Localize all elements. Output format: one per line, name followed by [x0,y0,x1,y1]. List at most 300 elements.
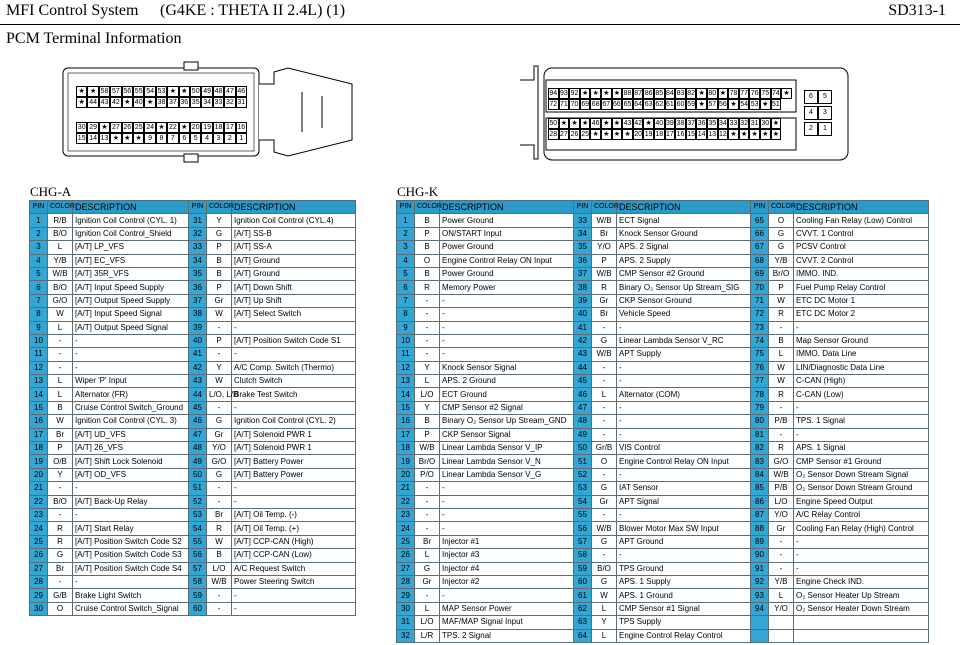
wire-color: L [48,388,73,401]
wire-color: - [592,321,617,334]
wire-color: Y/O [592,241,617,254]
table-row [30,535,356,548]
wire-color: Y [415,401,440,414]
pin-number: 29 [397,589,415,602]
table-row [30,375,356,388]
pin-header: PIN [751,201,769,214]
table-row [397,629,929,642]
wire-color: P [207,281,232,294]
wire-color: W/B [592,267,617,280]
wire-color: - [415,294,440,307]
pin-number: 20 [397,468,415,481]
pin-number: 60 [574,575,592,588]
connector-pin: ★ [133,133,144,144]
connector-pin: 84 [665,90,674,97]
pin-description: [A/T] Input Speed Signal [73,308,189,321]
pin-description: ECT Ground [440,388,574,401]
connector-pin: 82 [687,90,695,97]
chg-k-title: CHG-K [397,184,439,199]
pin-description: Binary O₂ Sensor Up Stream_GND [440,415,574,428]
pin-number: 39 [574,294,592,307]
wire-color: W [48,415,73,428]
pin-description: MAP Sensor Power [440,602,574,615]
chg-a-table [29,200,356,616]
pin-number: 9 [30,321,48,334]
pin-number: 36 [189,281,207,294]
connector-pin: 35 [191,99,200,106]
pin-number: 47 [574,401,592,414]
wire-color: G [207,415,232,428]
table-row [30,589,356,602]
wire-color: - [415,482,440,495]
connector-pin: 4 [201,133,212,144]
pin-description: - [794,535,929,548]
table-row [30,415,356,428]
pin-number: 33 [189,241,207,254]
connector-pin: 49 [203,88,211,95]
connector-pin: 53 [157,88,166,95]
table-row [30,428,356,441]
pin-number: 83 [751,455,769,468]
table-row [30,495,356,508]
pin-number: 42 [574,334,592,347]
wire-color: Y/B [769,254,794,267]
wire-color: G [207,468,232,481]
pin-description: [A/T] Position Switch Code S3 [73,549,189,562]
table-row [30,214,356,227]
wire-color: R [48,522,73,535]
table-row [397,227,929,240]
connector-pin: 46 [237,88,246,95]
wire-color: P [207,241,232,254]
pin-description: [A/T] 35R_VFS [73,267,189,280]
connector-pin: 37 [687,120,695,127]
connector-pin: 38 [676,120,685,127]
pin-description: Binary O₂ Sensor Up Stream_SIG [617,281,751,294]
table-row [397,589,929,602]
connector-pin: 1 [818,122,832,136]
connector-pin: ★ [76,97,87,108]
pin-description: [A/T] Position Switch Code S2 [73,535,189,548]
connector-pin: 50 [191,88,200,95]
wire-color: Y/O [207,442,232,455]
connector-pin: 47 [225,88,234,95]
pin-number: 77 [751,375,769,388]
connector-pin: 55 [134,88,143,95]
table-row [30,361,356,374]
pin-description: Ignition Coil Control_Shield [73,227,189,240]
pin-number: 86 [751,495,769,508]
connector-pin: ★ [728,129,739,140]
pin-description: [A/T] Position Switch Code S1 [232,334,356,347]
pin-number: 46 [189,415,207,428]
wire-color: - [207,495,232,508]
connector-pin: 63 [644,101,653,108]
connector-pin: 85 [655,90,664,97]
connector-pin: ★ [760,99,771,110]
pin-description: Cooling Fan Relay (High) Control [794,522,929,535]
pin-description: - [794,549,929,562]
pin-description: Brake Light Switch [73,589,189,602]
pin-description: - [617,508,751,521]
pin-number: 72 [751,308,769,321]
wire-color: B [415,241,440,254]
wire-color: W [769,361,794,374]
pin-description: CKP Sensor Signal [440,428,574,441]
wire-color: B [415,267,440,280]
wire-color: G/O [769,455,794,468]
wire-color: - [592,428,617,441]
connector-pin: 19 [203,124,211,131]
wire-color: - [592,361,617,374]
pin-description: Linear Lambda Sensor V_G [440,468,574,481]
wire-color: Gr [592,495,617,508]
wire-color: G/O [48,294,73,307]
connector-pin: 4 [804,106,818,120]
pin-number: 42 [189,361,207,374]
wire-color: W/B [592,348,617,361]
pin-description: Alternator (FR) [73,388,189,401]
pin-description: - [617,361,751,374]
pin-number: 36 [574,254,592,267]
pin-description: [A/T] Input Speed Supply [73,281,189,294]
empty-cell [751,629,769,642]
pin-number: 88 [751,522,769,535]
pin-number: 84 [751,468,769,481]
wire-color: O [592,455,617,468]
connector-pin: ★ [612,118,623,129]
pin-number: 32 [397,629,415,642]
wire-color: W/B [207,575,232,588]
pin-description: Blower Motor Max SW Input [617,522,751,535]
pin-description: [A/T] UD_VFS [73,428,189,441]
connector-pin: 22 [168,124,177,131]
pin-number: 35 [574,241,592,254]
wire-color: B [207,254,232,267]
connector-pin: 93 [559,90,568,97]
description-header: DESCRIPTION [440,201,574,214]
connector-pin: 69 [581,101,589,108]
connector-pin: 3 [213,133,224,144]
pin-number: 13 [397,375,415,388]
pin-description: [A/T] LP_VFS [73,241,189,254]
table-row [30,227,356,240]
wire-color: - [769,401,794,414]
pin-number: 20 [30,468,48,481]
connector-pin: 32 [740,120,748,127]
pin-description: Linear Lambda Sensor V_IP [440,442,574,455]
pin-number: 10 [397,334,415,347]
table-row [30,549,356,562]
pin-description: Clutch Switch [232,375,356,388]
connector-pin: ★ [179,86,190,97]
connector-pin: 26 [123,124,132,131]
pin-description: A/C Request Switch [232,562,356,575]
pin-description: TPS Supply [617,616,751,629]
pin-number: 15 [30,401,48,414]
pin-number: 11 [397,348,415,361]
pin-number: 39 [189,321,207,334]
connector-pin: 86 [644,90,653,97]
pin-description: [A/T] Oil Temp. (+) [232,522,356,535]
pin-description: - [232,602,356,615]
wire-color: - [415,321,440,334]
pin-description: [A/T] SS-B [232,227,356,240]
pin-description: CMP Sensor #2 Signal [440,401,574,414]
pin-description: Knock Sensor Ground [617,227,751,240]
pin-number: 34 [574,227,592,240]
connector-pin: ★ [601,118,612,129]
pin-number: 55 [189,535,207,548]
pin-number: 58 [574,549,592,562]
pin-description: APT Signal [617,495,751,508]
table-row [397,442,929,455]
table-row [397,388,929,401]
connector-pin: ★ [580,118,591,129]
chg-k-header-row [397,201,929,214]
pin-description: - [617,401,751,414]
connector-pin: ★ [612,129,623,140]
pin-description: - [440,321,574,334]
table-row [397,602,929,615]
pin-description: [A/T] Solenoid PWR 1 [232,442,356,455]
pin-description: IAT Sensor [617,482,751,495]
pin-description: - [232,495,356,508]
pin-description: Power Steering Switch [232,575,356,588]
system-title: MFI Control System [6,2,139,19]
pin-number: 22 [397,495,415,508]
pin-number: 62 [574,602,592,615]
pin-description: Alternator (COM) [617,388,751,401]
pin-number: 54 [189,522,207,535]
pin-number: 17 [30,428,48,441]
pin-description: CKP Sensor Ground [617,294,751,307]
wire-color: W [207,308,232,321]
pin-description: [A/T] Up Shift [232,294,356,307]
wire-color: W [207,375,232,388]
connector-pin: 34 [718,120,727,127]
pin-description: APS. 2 Supply [617,254,751,267]
connector-pin: 1 [236,133,247,144]
connector-pin: 42 [634,120,642,127]
pin-number: 25 [397,535,415,548]
pin-description: Engine Speed Output [794,495,929,508]
wire-color: - [48,334,73,347]
pin-description: [A/T] Ground [232,254,356,267]
connector-pin: ★ [156,122,167,133]
pin-number: 21 [30,482,48,495]
wire-color: R [48,535,73,548]
wire-color: P [769,281,794,294]
pin-description: CVVT. 2 Control [794,254,929,267]
connector-pin: 59 [687,101,695,108]
wire-color: L [592,602,617,615]
pin-number: 57 [189,562,207,575]
connector-pin: 71 [559,101,568,108]
connector-pin: 50 [549,120,558,127]
connector-pin: 38 [157,99,166,106]
wire-color: G [769,241,794,254]
pin-number: 59 [574,562,592,575]
pin-number: 19 [30,455,48,468]
pin-description: Cruise Control Switch_Signal [73,602,189,615]
pin-number: 74 [751,334,769,347]
connector-pin: 33 [729,120,738,127]
pin-description: - [794,562,929,575]
connector-pin: 18 [655,131,664,138]
pin-description: TPS. 1 Signal [794,415,929,428]
pin-description: APS. 1 Signal [794,442,929,455]
connector-pin: 77 [740,90,748,97]
connector-pin: 44 [89,99,97,106]
connector-pin: ★ [110,133,121,144]
wire-color: W/B [415,442,440,455]
pin-description: - [617,415,751,428]
table-row [397,267,929,280]
connector-pin: 51 [771,101,780,108]
table-row [30,562,356,575]
pin-description: ON/START Input [440,227,574,240]
table-row [397,308,929,321]
pin-description: - [440,508,574,521]
pin-number: 16 [30,415,48,428]
pin-description: ETC DC Motor 1 [794,294,929,307]
pin-number: 11 [30,348,48,361]
pin-number: 4 [397,254,415,267]
wire-color: Br [48,428,73,441]
pin-description: Engine Control Relay ON Input [440,254,574,267]
pin-number: 3 [397,241,415,254]
connector-pin: 58 [100,88,109,95]
connector-pin: 9 [144,133,155,144]
connector-pin: 25 [134,124,143,131]
pin-description: O₂ Sensor Down Stream Ground [794,482,929,495]
connector-pin: 6 [804,90,818,104]
pin-description: - [440,294,574,307]
connector-pin: 31 [750,120,759,127]
connector-pin: 40 [655,120,664,127]
wire-color: W/B [592,214,617,227]
wire-color: W/B [769,468,794,481]
pin-description: MAF/MAP Signal Input [440,616,574,629]
pin-number: 81 [751,428,769,441]
connector-pin: 20 [634,131,642,138]
connector-pin: 27 [111,124,120,131]
connector-pin: 83 [676,90,685,97]
wire-color: W [769,294,794,307]
pin-number: 66 [751,227,769,240]
wire-color: G [592,482,617,495]
wire-color: L [415,602,440,615]
pin-description: IMMO. Data Line [794,348,929,361]
pin-description: APS. 1 Supply [617,575,751,588]
empty-cell [794,616,929,629]
wire-color: L/O [769,495,794,508]
pin-number: 43 [189,375,207,388]
pin-description: Engine Control Relay Control [617,629,751,642]
connector-pin: 17 [225,124,234,131]
pin-number: 6 [30,281,48,294]
table-row [397,294,929,307]
pin-number: 2 [30,227,48,240]
wire-color: G [769,227,794,240]
connector-pin: 70 [570,101,579,108]
wire-color: Gr [207,428,232,441]
wire-color: - [48,482,73,495]
pin-number: 59 [189,589,207,602]
wire-color: - [415,495,440,508]
table-row [30,388,356,401]
wire-color: L [415,375,440,388]
connector-pin: ★ [749,129,760,140]
pin-description: C-CAN (Low) [794,388,929,401]
wire-color: L/O [415,616,440,629]
wire-color: Y [415,361,440,374]
wire-color: B/O [48,281,73,294]
pin-number: 38 [189,308,207,321]
wire-color: B/O [592,562,617,575]
connector-pin: 57 [708,101,717,108]
pin-description: - [232,321,356,334]
connector-pin: 56 [123,88,132,95]
pin-header: PIN [189,201,207,214]
connector-pin: ★ [559,118,570,129]
wire-color: Y [592,616,617,629]
pin-number: 80 [751,415,769,428]
wire-color: Br [48,562,73,575]
connector-pin: 65 [623,101,632,108]
wire-color: - [207,482,232,495]
pin-number: 53 [189,508,207,521]
pin-number: 49 [574,428,592,441]
pin-number: 44 [574,361,592,374]
wire-color: Y/B [48,254,73,267]
pin-description: IMMO. IND. [794,267,929,280]
connector-pin: 39 [665,120,674,127]
pin-description: Linear Lambda Sensor V_RC [617,334,751,347]
pin-description: CMP Sensor #1 Ground [794,455,929,468]
pin-description: APT Supply [617,348,751,361]
pin-number: 73 [751,321,769,334]
pin-number: 7 [397,294,415,307]
connector-pin: 88 [623,90,632,97]
pin-number: 24 [397,522,415,535]
pin-number: 57 [574,535,592,548]
wire-color: Y [207,361,232,374]
table-row [397,508,929,521]
pin-description: - [440,334,574,347]
connector-pin: 30 [761,120,770,127]
wire-color: - [207,589,232,602]
pin-number: 87 [751,508,769,521]
wire-color: - [769,321,794,334]
table-row [397,575,929,588]
wire-color: Y/B [769,575,794,588]
wire-color: B [769,334,794,347]
wire-color: - [207,348,232,361]
connector-pin: 92 [570,90,579,97]
wire-color: Y [207,214,232,227]
pin-number: 15 [397,401,415,414]
pin-description: - [440,482,574,495]
wire-color: - [415,334,440,347]
table-row [397,415,929,428]
chg-a-title: CHG-A [30,184,72,199]
wire-color: R/B [48,214,73,227]
connector-pin: 75 [761,90,770,97]
connector-pin: 67 [602,101,611,108]
wire-color: G [207,227,232,240]
